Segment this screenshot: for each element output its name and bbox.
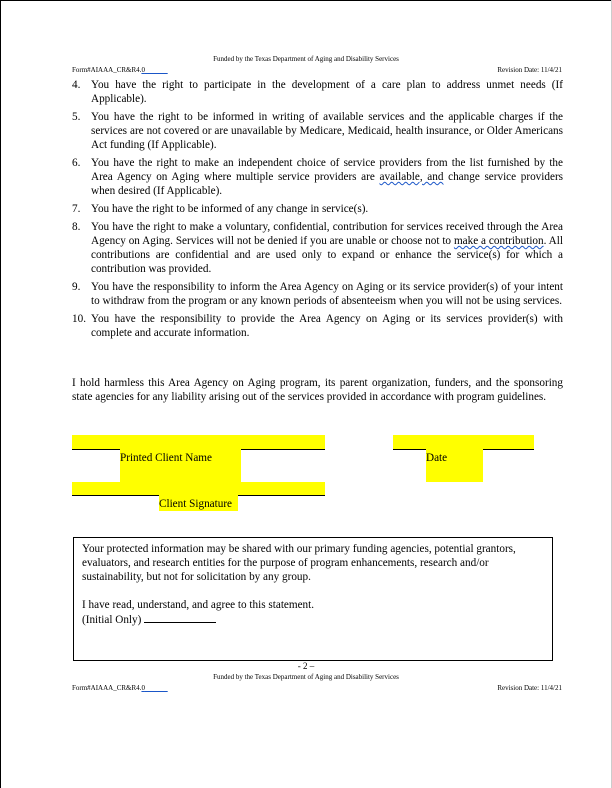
- initial-only-label: (Initial Only): [82, 614, 142, 626]
- printed-client-name-label: Printed Client Name: [120, 452, 212, 464]
- header-form-number: [72, 66, 168, 74]
- hold-harmless-paragraph: I hold harmless this Area Agency on Aging program, its parent organization, funders, and the sponsoring state agencies for any liability arising out of the services provided in accordance with program guidelines.: [72, 377, 563, 403]
- consent-agree-statement: I have read, understand, and agree to this statement.: [82, 599, 315, 611]
- list-item: [72, 312, 563, 340]
- consent-initial-row: [82, 612, 542, 627]
- printed-name-field-highlight[interactable]: [72, 435, 325, 449]
- item-text: You have the responsibility to provide the Area Agency on Aging or its services provider(s) with complete and accurate information.: [91, 313, 563, 339]
- footer-form-number: [72, 684, 168, 692]
- header-revision-date: Revision Date: 11/4/21: [497, 66, 562, 74]
- spellcheck-flag: make a contribution: [453, 235, 544, 247]
- list-item: [72, 202, 563, 216]
- list-item: [72, 110, 563, 152]
- item-number: 7.: [72, 203, 81, 215]
- footer-form-suffix: 0: [141, 684, 145, 692]
- client-signature-field-highlight[interactable]: [72, 482, 325, 495]
- item-text: You have the right to make an independent choice of service providers from the list furnished by the Area Agency on Aging where multiple service providers are available, and change service providers when desired (If Applicable).: [91, 157, 564, 197]
- item-number: 8.: [72, 221, 81, 233]
- page-border-top: [0, 0, 612, 1]
- list-item: [72, 280, 563, 308]
- page-number: - 2 –: [297, 661, 315, 671]
- date-field-highlight[interactable]: [393, 435, 534, 449]
- list-item: [72, 78, 563, 106]
- header-funded-by: Funded by the Texas Department of Aging and Disability Services: [213, 55, 399, 63]
- footer-revision-date: Revision Date: 11/4/21: [497, 684, 562, 692]
- item-text: You have the right to be informed of any change in service(s).: [91, 203, 369, 215]
- consent-box-text: [82, 542, 542, 627]
- item-text: You have the right to make a voluntary, confidential, contribution for services received through the Area Agency on Aging. Services will not be denied if you are unable or choose not to make a contribution. All contributions are confidential and are used only to expand or enhance the service(s) for which a contribution was provided.: [91, 221, 563, 275]
- list-item: [72, 220, 563, 276]
- item-text: You have the responsibility to inform the Area Agency on Aging or its service provider(s) of your intent to withdraw from the program or any known periods of absenteeism when you will not be using services.: [91, 281, 563, 307]
- consent-paragraph: Your protected information may be shared with our primary funding agencies, potential grantors, evaluators, and research entities for the purpose of program enhancements, research and/or sustainability, but not for solicitation by any group.: [82, 543, 516, 583]
- item-number: 4.: [72, 79, 81, 91]
- footer-funded-by: Funded by the Texas Department of Aging and Disability Services: [213, 673, 399, 681]
- footer-form-prefix: Form#AIAAA_CR&R4.: [72, 684, 142, 692]
- item-number: 10.: [72, 313, 86, 325]
- date-label: Date: [426, 452, 448, 464]
- item-number: 9.: [72, 281, 81, 293]
- rights-list: [72, 78, 563, 344]
- header-form-prefix: Form#AIAAA_CR&R4.: [72, 66, 142, 74]
- spellcheck-flag: available, and: [379, 171, 444, 183]
- client-signature-label: Client Signature: [159, 498, 233, 510]
- list-item: [72, 156, 563, 198]
- header-form-suffix: 0: [141, 66, 145, 74]
- item-number: 5.: [72, 111, 81, 123]
- item-text: You have the right to be informed in writing of available services and the applicable charges if the services are not covered or are unavailable by Medicare, Medicaid, health insurance, or Older Americans Act funding (If Applicable).: [91, 111, 563, 151]
- item-text: You have the right to participate in the development of a care plan to address unmet needs (If Applicable).: [91, 79, 563, 105]
- initial-field[interactable]: [144, 612, 216, 623]
- item-number: 6.: [72, 157, 81, 169]
